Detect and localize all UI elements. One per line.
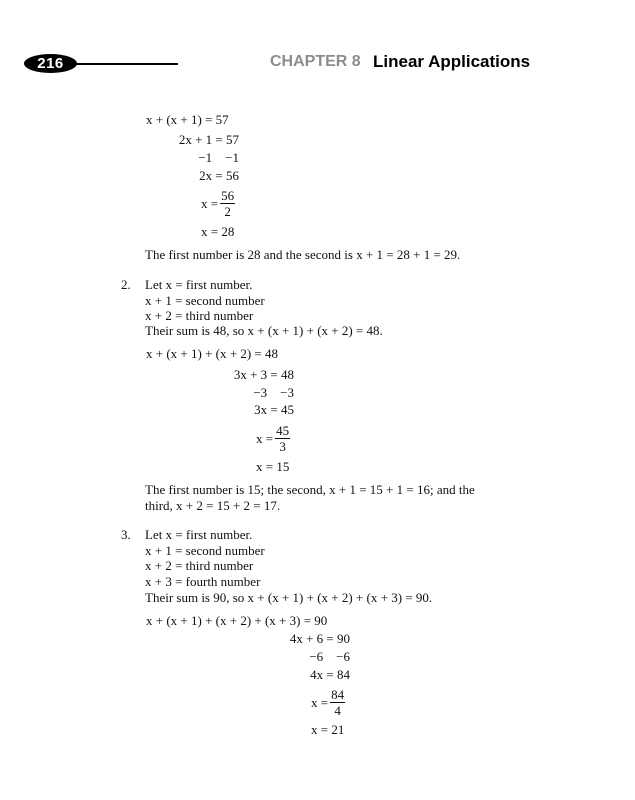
chapter-title: Linear Applications bbox=[373, 52, 531, 71]
setup-line: x + 2 = third number bbox=[145, 558, 254, 573]
equation-line: 2x + 1 = 57 bbox=[178, 132, 239, 147]
setup-line: Let x = first number. bbox=[145, 527, 253, 542]
fraction-equation bbox=[201, 188, 235, 219]
fraction-lhs: x = bbox=[311, 694, 329, 710]
problem-number: 3. bbox=[121, 527, 131, 542]
fraction bbox=[330, 687, 345, 718]
fraction bbox=[275, 423, 290, 454]
equation-line: −1 −1 bbox=[198, 150, 239, 165]
fraction-lhs: x = bbox=[201, 195, 219, 211]
equation-line: x + (x + 1) + (x + 2) + (x + 3) = 90 bbox=[146, 613, 328, 628]
answer-text: The first number is 15; the second, x + 1 = 15 + 1 = 16; and the bbox=[145, 482, 475, 497]
answer-text: The first number is 28 and the second is x + 1 = 28 + 1 = 29. bbox=[145, 247, 461, 262]
denominator: 3 bbox=[279, 439, 286, 454]
equation-line: 3x + 3 = 48 bbox=[233, 367, 294, 382]
numerator: 56 bbox=[221, 188, 235, 203]
header-rule bbox=[60, 63, 178, 65]
chapter-label: CHAPTER 8 bbox=[270, 53, 361, 70]
denominator: 4 bbox=[334, 703, 341, 718]
numerator: 45 bbox=[276, 423, 290, 438]
setup-line: Their sum is 48, so x + (x + 1) + (x + 2) = 48. bbox=[145, 323, 383, 338]
setup-line: x + 2 = third number bbox=[145, 308, 254, 323]
equation-line: 3x = 45 bbox=[254, 402, 294, 417]
page-number-badge: 216 bbox=[24, 54, 77, 73]
equation-result: x = 28 bbox=[201, 224, 235, 239]
setup-line: x + 1 = second number bbox=[145, 543, 265, 558]
equation-line: x + (x + 1) = 57 bbox=[146, 112, 229, 127]
equation-line: −6 −6 bbox=[309, 649, 350, 664]
equation-line: 4x = 84 bbox=[310, 667, 350, 682]
fraction-equation bbox=[311, 687, 345, 718]
fraction-lhs: x = bbox=[256, 430, 274, 446]
equation-line: x + (x + 1) + (x + 2) = 48 bbox=[146, 346, 278, 361]
problem-number: 2. bbox=[121, 277, 131, 292]
equation-line: 4x + 6 = 90 bbox=[289, 631, 350, 646]
equation-result: x = 21 bbox=[311, 722, 345, 737]
equation-line: 2x = 56 bbox=[199, 168, 239, 183]
numerator: 84 bbox=[331, 687, 345, 702]
answer-text: third, x + 2 = 15 + 2 = 17. bbox=[145, 498, 281, 513]
fraction bbox=[220, 188, 235, 219]
setup-line: Let x = first number. bbox=[145, 277, 253, 292]
equation-result: x = 15 bbox=[256, 459, 290, 474]
equation-line: −3 −3 bbox=[253, 385, 294, 400]
setup-line: Their sum is 90, so x + (x + 1) + (x + 2) + (x + 3) = 90. bbox=[145, 590, 433, 605]
denominator: 2 bbox=[224, 204, 231, 219]
setup-line: x + 1 = second number bbox=[145, 293, 265, 308]
setup-line: x + 3 = fourth number bbox=[145, 574, 261, 589]
fraction-equation bbox=[256, 423, 290, 454]
